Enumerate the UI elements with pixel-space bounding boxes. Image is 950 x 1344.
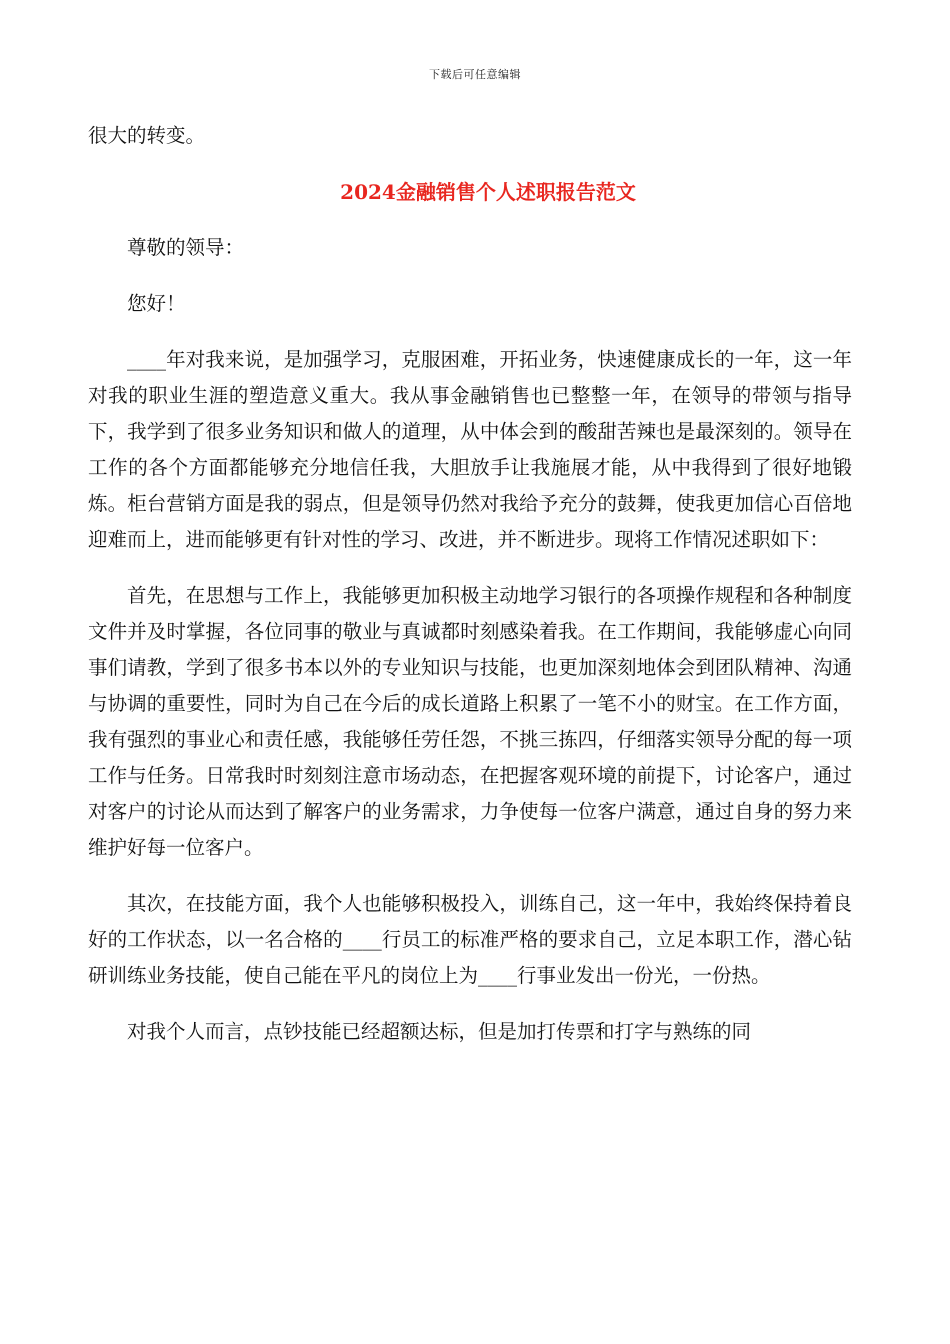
salutation: 尊敬的领导： [127, 236, 245, 259]
paragraph: 首先，在思想与工作上，我能够更加积极主动地学习银行的各项操作规程和各种制度文件并及时掌握，各位同事的敬业与真诚都时刻感染着我。在工作期间，我能够虚心向同事们请教，学到了很多书本以外的专业知识与技能，也更加深刻地体会到团队精神、沟通与协调的重要性，同时为自己在今后的成长道路上积累了一笔不小的财宝。在工作方面，我有强烈的事业心和责任感，我能够任劳任怨，不挑三拣四，仔细落实领导分配的每一项工作与任务。日常我时时刻刻注意市场动态，在把握客观环境的前提下，讨论客户，通过对客户的讨论从而达到了解客户的业务需求，力争使每一位客户满意，通过自身的努力来维护好每一位客户。 [88, 584, 852, 859]
greeting: 您好！ [127, 292, 186, 315]
document-title: 2024金融销售个人述职报告范文 [340, 180, 636, 204]
paragraph: 对我个人而言，点钞技能已经超额达标，但是加打传票和打字与熟练的同 [127, 1020, 752, 1043]
continuation-text: 很大的转变。 [88, 124, 206, 147]
paragraph: ____年对我来说，是加强学习，克服困难，开拓业务，快速健康成长的一年，这一年对我的职业生涯的塑造意义重大。我从事金融销售也已整整一年，在领导的带领与指导下，我学到了很多业务知识和做人的道理，从中体会到的酸甜苦辣也是最深刻的。领导在工作的各个方面都能够充分地信任我，大胆放手让我施展才能，从中我得到了很好地锻炼。柜台营销方面是我的弱点，但是领导仍然对我给予充分的鼓舞，使我更加信心百倍地迎难而上，进而能够更有针对性的学习、改进，并不断进步。现将工作情况述职如下： [88, 348, 852, 551]
paragraph: 其次，在技能方面，我个人也能够积极投入，训练自己，这一年中，我始终保持着良好的工作状态，以一名合格的____行员工的标准严格的要求自己，立足本职工作，潜心钻研训练业务技能，使自己能在平凡的岗位上为____行事业发出一份光，一份热。 [88, 892, 852, 987]
page-header: 下载后可任意编辑 [429, 68, 521, 81]
document-body [88, 118, 852, 1070]
